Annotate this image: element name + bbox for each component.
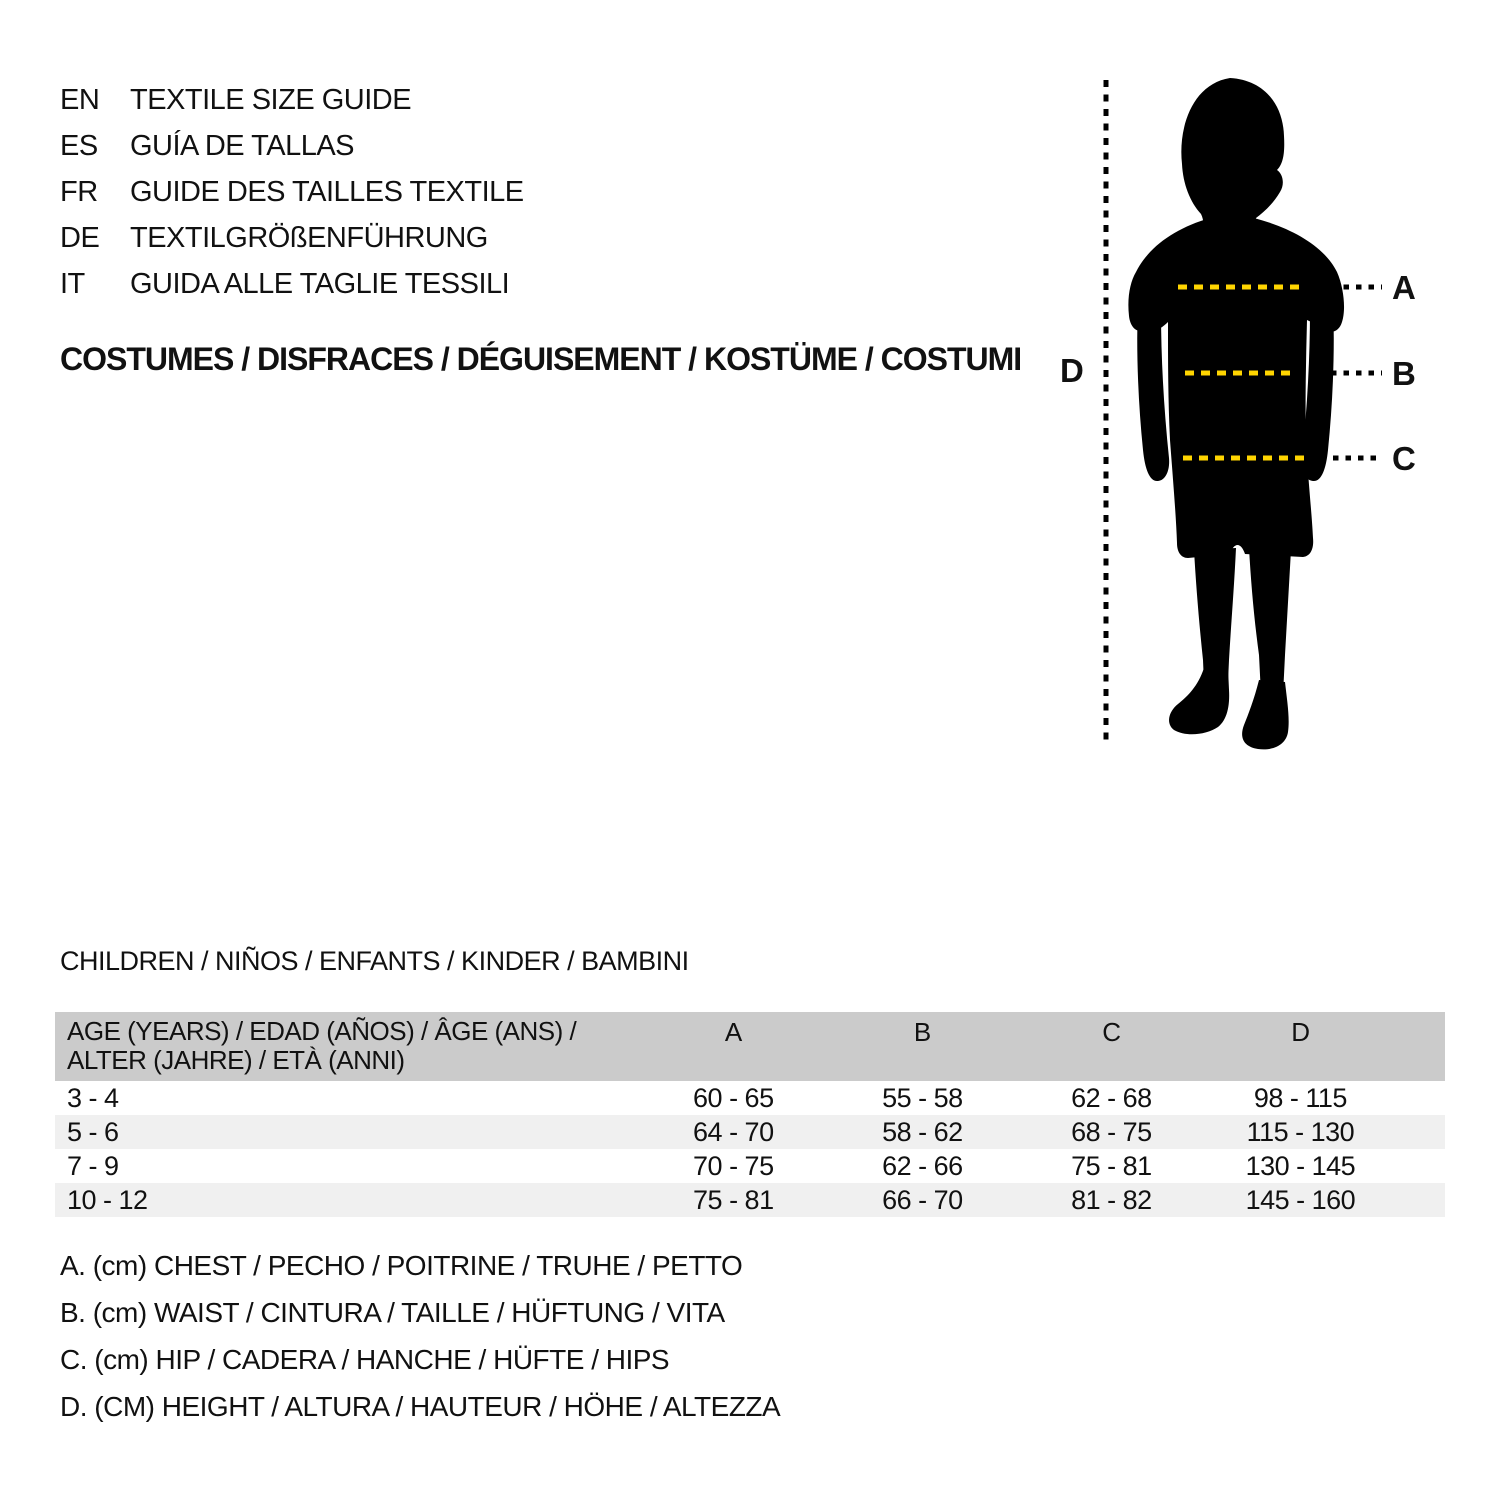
hip-cell: 75 - 81 [1071,1150,1152,1181]
age-column-header [55,1012,639,1081]
measure-label-a: A [1392,269,1416,306]
table-header-row [55,1012,1445,1081]
language-code: DE [60,222,100,254]
language-row [60,84,524,130]
table-section-title: CHILDREN / NIÑOS / ENFANTS / KINDER / BAMBINI [60,946,689,976]
child-silhouette-icon [1128,78,1344,749]
language-row [60,176,524,222]
waist-cell: 62 - 66 [882,1150,963,1181]
height-cell: 98 - 115 [1253,1082,1347,1113]
chest-cell: 60 - 65 [693,1082,774,1113]
age-cell: 10 - 12 [67,1184,148,1215]
age-header-line1: AGE (YEARS) / EDAD (AÑOS) / ÂGE (ANS) / [67,1016,577,1046]
legend-item-chest: A. (cm) CHEST / PECHO / POITRINE / TRUHE / PETTO [60,1250,743,1281]
language-row [60,268,524,314]
table-row [55,1081,1445,1115]
measurement-legend [60,1250,780,1438]
language-row [60,130,524,176]
column-header-c: C [1102,1017,1121,1047]
category-title: COSTUMES / DISFRACES / DÉGUISEMENT / KOSTÜME / COSTUMI [60,341,1022,377]
measure-label-b: B [1392,355,1416,392]
column-header-d: D [1291,1017,1310,1047]
language-title: TEXTILGRÖßENFÜHRUNG [130,222,488,254]
hip-cell: 81 - 82 [1071,1184,1152,1215]
height-cell: 145 - 160 [1245,1184,1356,1215]
measure-label-c: C [1392,440,1416,477]
chest-cell: 75 - 81 [693,1184,774,1215]
waist-cell: 55 - 58 [882,1082,963,1113]
language-code: IT [60,268,85,300]
language-code: ES [60,130,98,162]
age-cell: 3 - 4 [67,1082,119,1113]
legend-item-height: D. (CM) HEIGHT / ALTURA / HAUTEUR / HÖHE / ALTEZZA [60,1391,781,1422]
language-title-list [60,84,524,314]
table-row [55,1149,1445,1183]
language-title: GUIDE DES TAILLES TEXTILE [130,176,524,208]
height-cell: 115 - 130 [1246,1116,1355,1147]
hip-cell: 68 - 75 [1071,1116,1152,1147]
chest-cell: 70 - 75 [693,1150,774,1181]
language-row [60,222,524,268]
language-code: FR [60,176,98,208]
table-row [55,1115,1445,1149]
height-cell: 130 - 145 [1245,1150,1356,1181]
age-cell: 7 - 9 [67,1150,119,1181]
measurement-figure [1040,70,1480,760]
language-code: EN [60,84,100,116]
table-row [55,1183,1445,1217]
language-title: TEXTILE SIZE GUIDE [130,84,412,116]
column-header-b: B [913,1017,931,1047]
waist-cell: 66 - 70 [882,1184,963,1215]
waist-cell: 58 - 62 [882,1116,963,1147]
age-cell: 5 - 6 [67,1116,119,1147]
legend-item-waist: B. (cm) WAIST / CINTURA / TAILLE / HÜFTUNG / VITA [60,1297,725,1328]
column-header-a: A [724,1017,742,1047]
legend-item-hip: C. (cm) HIP / CADERA / HANCHE / HÜFTE / HIPS [60,1344,670,1375]
children-size-table [55,1012,1445,1217]
chest-cell: 64 - 70 [693,1116,774,1147]
hip-cell: 62 - 68 [1071,1082,1152,1113]
language-title: GUÍA DE TALLAS [130,130,355,162]
measure-label-d: D [1060,352,1084,389]
language-title: GUIDA ALLE TAGLIE TESSILI [130,268,510,300]
age-header-line2: ALTER (JAHRE) / ETÀ (ANNI) [67,1045,405,1075]
